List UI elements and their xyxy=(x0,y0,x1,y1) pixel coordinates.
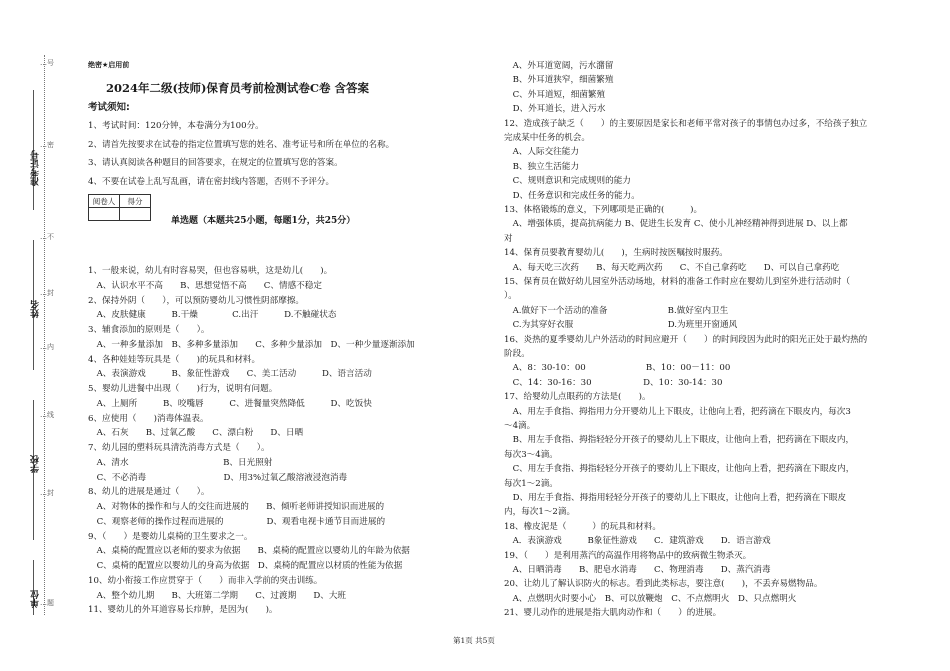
question-line: 6、应使用（ )消毒体温表。 xyxy=(88,413,209,424)
unit-label: 单位 xyxy=(31,590,41,608)
seal-mark: …封 xyxy=(40,489,54,497)
seal-dotted-line xyxy=(44,55,45,615)
question-line: ～4滴。 xyxy=(504,421,536,431)
question-line: 20、让幼儿了解认识防火的标志。看到此类标志，要注意( )，不丢弃易燃物品。 xyxy=(504,579,823,590)
question-line: A、8：30-10：00 B、10：00－11：00 xyxy=(504,363,731,374)
question-line: A、整个幼儿期 B、大班第二学期 C、过渡期 D、大班 xyxy=(88,590,347,601)
question-line: A、皮肤健康 B.干燥 C.出汗 D.不触碰状态 xyxy=(88,310,337,321)
question-line: A．表演游戏 B象征性游戏 C．建筑游戏 D．语言游戏 xyxy=(504,536,771,547)
section-title: 单选题（本题共25小题，每题1分，共25分） xyxy=(171,216,356,226)
score-header: 得分 xyxy=(120,195,151,208)
question-line: B、外耳道狭窄，细菌繁殖 xyxy=(504,75,614,86)
question-line: A、增强体质，提高抗病能力 B、促进生长发育 C、使小儿神经精神得到进展 D、以上都 xyxy=(504,219,848,230)
notice-item: 3、请认真阅读各种题目的回答要求，在规定的位置填写您的答案。 xyxy=(88,158,343,168)
question-line: C、观察老师的操作过程而进展的 D、观看电视卡通节目而进展的 xyxy=(88,516,386,527)
question-line: 内，每次1～2滴。 xyxy=(504,507,576,518)
admission-number-label: 准考证号 xyxy=(31,150,41,186)
page-title: 2024年二级(技师)保育员考前检测试卷C卷 含答案 xyxy=(106,81,370,95)
question-line: A、用左手食指、拇指用力分开婴幼儿上下眼皮，让他向上看，把药滴在下眼皮内，每次3 xyxy=(504,406,851,417)
question-line: 16、炎热的夏季婴幼儿户外活动的时间应避开（ ）的时间段因为此时的阳光正处于最灼热的 xyxy=(504,334,868,345)
question-line: A、一种多量添加 B、多种多量添加 C、多种少量添加 D、一种少量逐渐添加 xyxy=(88,339,415,350)
question-line: 3、辅食添加的原则是（ ）。 xyxy=(88,325,210,335)
question-line: C、外耳道短，细菌繁殖 xyxy=(504,89,606,100)
question-line: A、外耳道宽阔，污水潴留 xyxy=(504,61,614,71)
seal-mark: …题 xyxy=(40,599,54,607)
question-line: 13、体格锻炼的意义，下列哪项是正确的( )。 xyxy=(504,205,703,215)
question-line: B、独立生活能力 xyxy=(504,161,580,172)
question-line: A、每天吃三次药 B、每天吃两次药 C、不自己拿药吃 D、可以自己拿药吃 xyxy=(504,262,840,273)
notice-heading: 考试须知: xyxy=(88,102,130,113)
question-line: 对 xyxy=(504,233,513,244)
seal-mark: …内 xyxy=(40,343,54,351)
question-line: 19、（ ）是利用蒸汽的高温作用将物品中的致病微生物杀灭。 xyxy=(504,550,752,561)
seal-mark: …密 xyxy=(40,141,54,149)
question-line: A、上厕所 B、咬嘴唇 C、进餐量突然降低 D、吃饭快 xyxy=(88,398,372,409)
score-table xyxy=(88,194,151,221)
question-line: 4、各种娃娃等玩具是（ )的玩具和材料。 xyxy=(88,354,261,365)
notice-item: 2、请首先按要求在试卷的指定位置填写您的姓名、准考证号和所在单位的名称。 xyxy=(88,140,395,150)
question-line: 15、保育员在做好幼儿园室外活动场地，材料的准备工作时应在婴幼儿到室外进行活动时（ xyxy=(504,277,851,287)
question-line: A.做好下一个活动的准备 B.做好室内卫生 xyxy=(504,305,729,316)
question-line: 2、保持外阴（ ），可以预防婴幼儿习惯性阴部摩擦。 xyxy=(88,295,305,306)
question-line: 8、幼儿的进展是通过（ ）。 xyxy=(88,487,210,498)
question-line: 9、（ ）是婴幼儿桌椅的卫生要求之一。 xyxy=(88,531,253,542)
question-line: A、认识水平不高 B、思想觉悟不高 C、情感不稳定 xyxy=(88,280,322,291)
question-line: 1、一般来说，幼儿有时容易哭，但也容易哄，这是幼儿( )。 xyxy=(88,266,333,276)
question-line: A、日晒消毒 B、肥皂水消毒 C、物理消毒 D、蒸汽消毒 xyxy=(504,565,771,575)
name-label: 姓名 xyxy=(31,300,41,318)
question-line: 阶段。 xyxy=(504,349,530,359)
question-line: C、规则意识和完成规则的能力 xyxy=(504,176,631,187)
secret-mark: 绝密★启用前 xyxy=(88,61,130,69)
question-line: 5、婴幼儿进餐中出现（ )行为，说明有问题。 xyxy=(88,384,278,394)
question-line: B、用左手食指、拇指轻轻分开孩子的婴幼儿上下眼皮，让他向上看，把药滴在下眼皮内， xyxy=(504,435,855,446)
question-line: 18、橡皮泥是（ ）的玩具和材料。 xyxy=(504,521,662,532)
question-line: A、对物体的操作和与人的交往而进展的 B、倾听老师讲授知识而进展的 xyxy=(88,502,385,512)
question-line: 14、保育员要教育婴幼儿( )，生病时按医嘱按时服药。 xyxy=(504,248,728,259)
question-line: 每次3～4滴。 xyxy=(504,449,558,460)
score-cell[interactable] xyxy=(120,208,151,221)
question-line: A、人际交往能力 xyxy=(504,147,579,158)
question-line: C、14：30-16：30 D、10：30-14：30 xyxy=(504,377,723,388)
school-label: 学校 xyxy=(31,455,41,473)
question-line: D、任务意识和完成任务的能力。 xyxy=(504,190,640,201)
question-line: C、桌椅的配置应以婴幼儿的身高为依据 D、桌椅的配置应以材质的性能为依据 xyxy=(88,561,403,571)
question-line: D、用左手食指、拇指用轻轻分开孩子的婴幼儿上下眼皮，让他向上看，把药滴在下眼皮 xyxy=(504,493,847,503)
question-line: 21、婴儿动作的进展是指大肌肉动作和（ ）的进展。 xyxy=(504,608,722,619)
seal-mark: …封 xyxy=(40,289,54,297)
question-line: C.为其穿好衣服 D.为班里开窗通风 xyxy=(504,320,738,331)
question-line: A、石灰 B、过氧乙酸 C、漂白粉 D、日晒 xyxy=(88,428,304,439)
seal-mark: …线 xyxy=(40,411,54,419)
reviewer-header: 阅卷人 xyxy=(89,195,120,208)
seal-mark: …号 xyxy=(40,59,54,67)
notice-item: 1、考试时间：120分钟，本卷满分为100分。 xyxy=(88,121,264,131)
question-line: D、外耳道长，进入污水 xyxy=(504,104,606,115)
question-line: C、不必消毒 D、用3%过氧乙酸溶液浸泡消毒 xyxy=(88,472,348,483)
page-footer: 第1页 共5页 xyxy=(453,636,495,645)
question-line: 12、造成孩子缺乏（ ）的主要原因是家长和老师平常对孩子的事情包办过多，不给孩子独立 xyxy=(504,118,868,129)
seal-mark: …不 xyxy=(40,233,54,241)
question-line: 10、幼小衔接工作应贯穿于（ ）而非入学前的突击训练。 xyxy=(88,575,323,586)
question-line: A、桌椅的配置应以老师的要求为依据 B、桌椅的配置应以婴幼儿的年龄为依据 xyxy=(88,546,410,557)
question-line: C、用左手食指、拇指轻轻分开孩子的婴幼儿上下眼皮，让他向上看，把药滴在下眼皮内， xyxy=(504,464,855,475)
question-line: 每次1～2滴。 xyxy=(504,478,558,489)
question-line: 完成某中任务的机会。 xyxy=(504,133,590,143)
question-line: 11、婴幼儿的外耳道容易长疖肿，是因为( )。 xyxy=(88,605,278,616)
question-line: 17、给婴幼儿点眼药的方法是( )。 xyxy=(504,392,651,403)
question-line: A、清水 B、日光照射 xyxy=(88,457,273,468)
question-line: ）。 xyxy=(504,291,517,302)
reviewer-cell[interactable] xyxy=(89,208,120,221)
notice-item: 4、不要在试卷上乱写乱画，请在密封线内答题，否则不予评分。 xyxy=(88,177,335,187)
question-line: 7、幼儿园的塑料玩具清洗消毒方式是（ ）。 xyxy=(88,443,270,453)
question-line: A、表演游戏 B、象征性游戏 C、美工活动 D、语言活动 xyxy=(88,369,372,380)
question-line: A、点燃明火时要小心 B、可以放鞭炮 C、不点燃明火 D、只点燃明火 xyxy=(504,593,797,604)
